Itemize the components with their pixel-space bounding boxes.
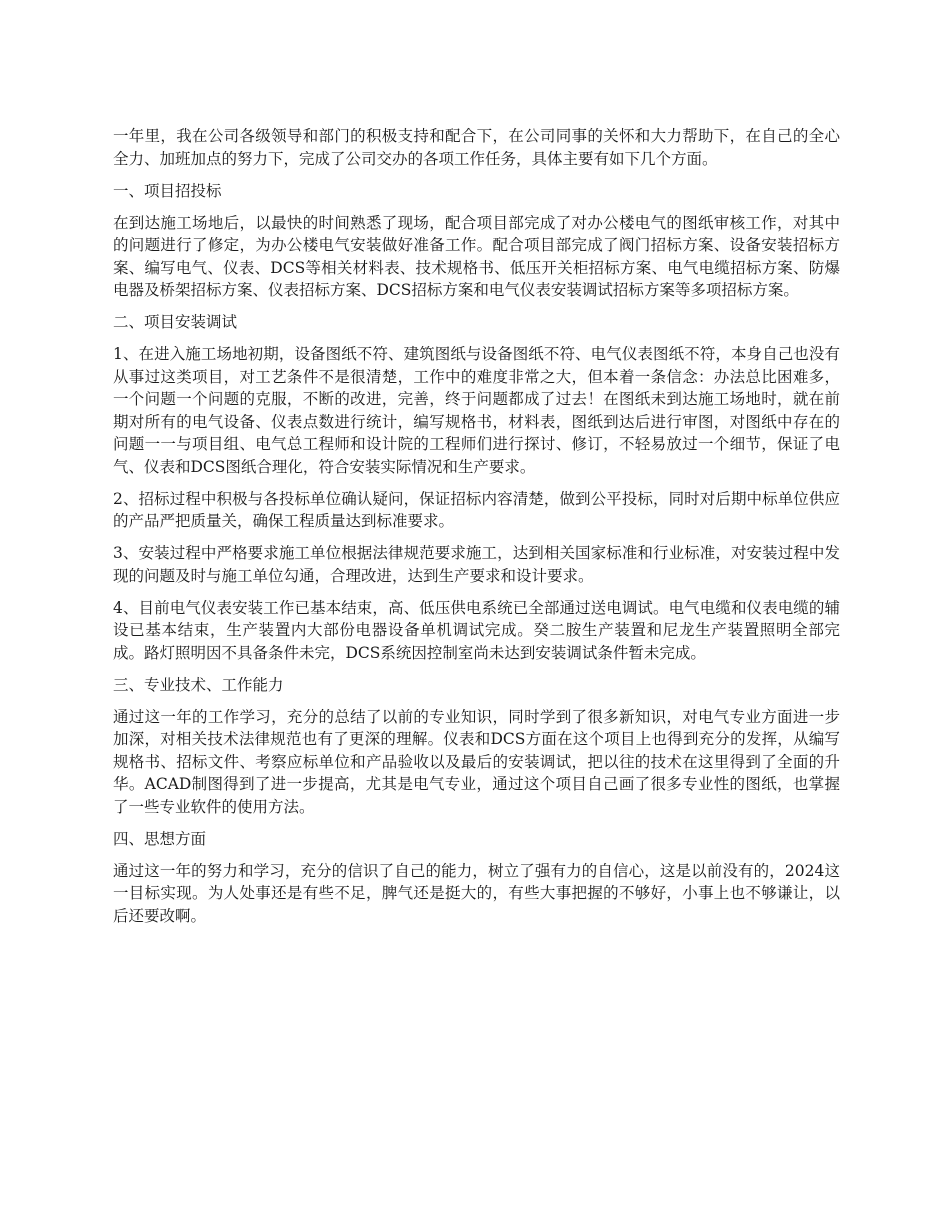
installation-paragraph-3: 3、安装过程中严格要求施工单位根据法律规范要求施工，达到相关国家标准和行业标准，对安装过程中发现的问题及时与施工单位勾通，合理改进，达到生产要求和设计要求。 xyxy=(113,544,840,585)
installation-paragraph-1: 1、在进入施工场地初期，设备图纸不符、建筑图纸与设备图纸不符、电气仪表图纸不符，本身自己也没有从事过这类项目，对工艺条件不是很清楚，工作中的难度非常之大，但本着一条信念：办法总比困难多，一个问题一个问题的克服，不断的改进，完善，终于问题都成了过去！在图纸未到达施工场地时，就在前期对所有的电气设备、仪表点数进行统计，编写规格书，材料表，图纸到达后进行审图，对图纸中存在的问题一一与项目组、电气总工程师和设计院的工程师们进行探讨、修订，不轻易放过一个细节，保证了电气、仪表和DCS图纸合理化，符合安装实际情况和生产要求。 xyxy=(113,345,840,476)
section-heading-bidding: 一、项目招投标 xyxy=(113,181,222,200)
installation-paragraph-4: 4、目前电气仪表安装工作已基本结束，高、低压供电系统已全部通过送电调试。电气电缆和仪表电缆的辅设已基本结束，生产装置内大部份电器设备单机调试完成。癸二胺生产装置和尼龙生产装置照明全部完成。路灯照明因不具备条件未完，DCS系统因控制室尚未达到安装调试条件暂未完成。 xyxy=(113,598,840,662)
skills-paragraph: 通过这一年的工作学习，充分的总结了以前的专业知识，同时学到了很多新知识，对电气专业方面进一步加深，对相关技术法律规范也有了更深的理解。仪表和DCS方面在这个项目上也得到充分的发挥，从编写规格书、招标文件、考察应标单位和产品验收以及最后的安装调试，把以往的技术在这里得到了全面的升华。ACAD制图得到了进一步提高，尤其是电气专业，通过这个项目自己画了很多专业性的图纸，也掌握了一些专业软件的使用方法。 xyxy=(113,707,840,816)
bidding-paragraph: 在到达施工场地后，以最快的时间熟悉了现场，配合项目部完成了对办公楼电气的图纸审核工作，对其中的问题进行了修定，为办公楼电气安装做好准备工作。配合项目部完成了阀门招标方案、设备安装招标方案、编写电气、仪表、DCS等相关材料表、技术规格书、低压开关柜招标方案、电气电缆招标方案、防爆电器及桥架招标方案、仪表招标方案、DCS招标方案和电气仪表安装调试招标方案等多项招标方案。 xyxy=(113,213,840,299)
intro-paragraph: 一年里，我在公司各级领导和部门的积极支持和配合下，在公司同事的关怀和大力帮助下，在自己的全心全力、加班加点的努力下，完成了公司交办的各项工作任务，具体主要有如下几个方面。 xyxy=(113,127,840,168)
section-heading-installation: 二、项目安装调试 xyxy=(113,313,238,331)
section-heading-skills: 三、专业技术、工作能力 xyxy=(113,675,284,694)
document-body xyxy=(113,125,840,937)
installation-paragraph-2: 2、招标过程中积极与各投标单位确认疑问，保证招标内容清楚，做到公平投标，同时对后期中标单位供应的产品严把质量关，确保工程质量达到标准要求。 xyxy=(113,489,840,530)
thoughts-paragraph: 通过这一年的努力和学习，充分的信识了自己的能力，树立了强有力的自信心，这是以前没有的，2024这一目标实现。为人处事还是有些不足，脾气还是挺大的，有些大事把握的不够好，小事上也不够谦让，以后还要改啊。 xyxy=(113,861,840,925)
section-heading-thoughts: 四、思想方面 xyxy=(113,829,207,848)
